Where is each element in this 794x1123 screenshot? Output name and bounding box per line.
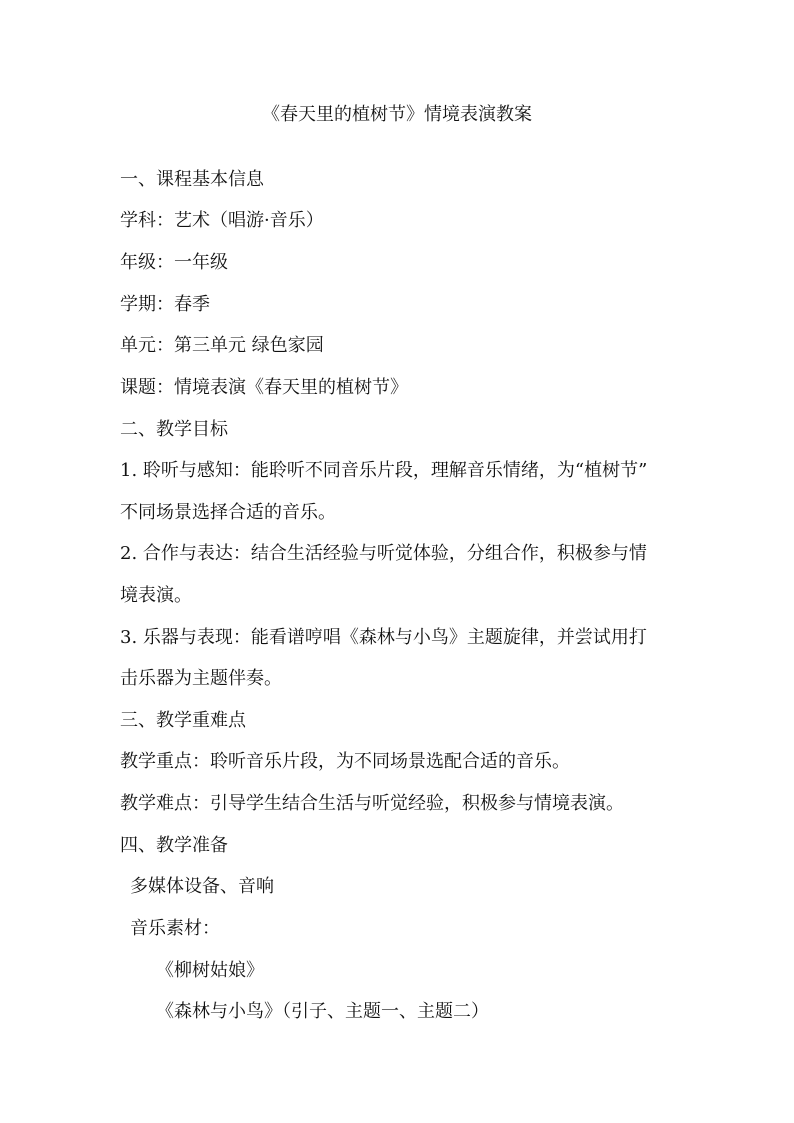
subject-line: 学科：艺术（唱游·音乐）: [120, 210, 324, 231]
goal2-line2: 境表演。: [120, 585, 192, 606]
section1-heading: 一、课程基本信息: [120, 169, 264, 190]
grade-line: 年级：一年级: [120, 252, 228, 273]
key-point-line: 教学重点：聆听音乐片段，为不同场景选配合适的音乐。: [120, 751, 570, 772]
goal3-line1: 3. 乐器与表现：能看谱哼唱《森林与小鸟》主题旋律，并尝试用打: [120, 627, 647, 648]
goal1-line1: 1. 聆听与感知：能聆听不同音乐片段，理解音乐情绪，为“植树节”: [120, 460, 648, 481]
section2-heading: 二、教学目标: [120, 419, 228, 440]
topic-line: 课题：情境表演《春天里的植树节》: [120, 377, 408, 398]
difficulty-line: 教学难点：引导学生结合生活与听觉经验，积极参与情境表演。: [120, 793, 624, 814]
materials-label: 音乐素材：: [130, 918, 220, 939]
document-title: 《春天里的植树节》情境表演教案: [262, 104, 532, 125]
material-item: 《柳树姑娘》: [156, 960, 264, 981]
section4-heading: 四、教学准备: [120, 835, 228, 856]
goal3-line2: 击乐器为主题伴奏。: [120, 668, 282, 689]
section3-heading: 三、教学重难点: [120, 710, 246, 731]
unit-line: 单元：第三单元 绿色家园: [120, 335, 324, 356]
term-line: 学期：春季: [120, 294, 210, 315]
goal2-line1: 2. 合作与表达：结合生活经验与听觉体验，分组合作，积极参与情: [120, 543, 647, 564]
material-item: 《森林与小鸟》（引子、主题一、主题二）: [156, 1001, 489, 1022]
goal1-line2: 不同场景选择合适的音乐。: [120, 502, 336, 523]
equipment-line: 多媒体设备、音响: [130, 876, 274, 897]
